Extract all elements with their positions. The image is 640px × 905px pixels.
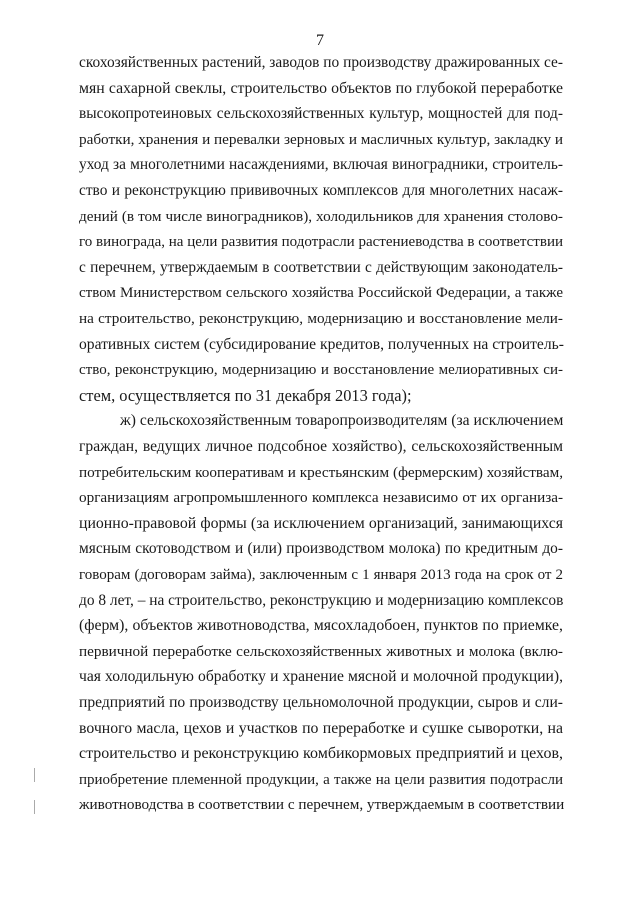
text-line: (ферм), объектов животноводства, мясохладобоен, пунктов по приемке, [79,617,563,635]
text-line: оративных систем (субсидирование кредитов, полученных на строитель- [79,335,564,353]
text-line: работки, хранения и перевалки зерновых и масличных культур, закладку и [79,130,563,148]
text-line: уход за многолетними насаждениями, включая виноградники, строитель- [79,156,563,174]
text-line: ством Министерством сельского хозяйства Российской Федерации, а также [79,285,563,302]
text-line: ство, реконструкцию, модернизацию и восстановление мелиоративных си- [79,362,563,379]
text-line: говорам (договорам займа), заключенным с 1 января 2013 года на срок от 2 [79,567,563,583]
text-line: высокопротеиновых сельскохозяйственных культур, мощностей для под- [79,105,563,123]
text-line: приобретение племенной продукции, а также на цели развития подотрасли [79,771,563,788]
text-line: предприятий по производству цельномолочной продукции, сыров и сли- [79,694,563,711]
text-line: до 8 лет, – на строительство, реконструкцию и модернизацию комплексов [79,591,564,609]
text-line: мясным скотоводством и (или) производством молока) по кредитным до- [79,540,563,558]
text-line: первичной переработке сельскохозяйственных животных и молока (вклю- [79,642,563,660]
text-line: ство и реконструкцию прививочных комплексов для многолетних насаж- [79,182,563,199]
text-line: ж) сельскохозяйственным товаропроизводителям (за исключением [120,412,564,430]
text-line: строительство и реконструкцию комбикормовых предприятий и цехов, [79,745,563,763]
text-line: на строительство, реконструкцию, модернизацию и восстановление мели- [79,310,563,327]
scan-mark [34,800,35,814]
text-line: чая холодильную обработку и хранение мясной и молочной продукции), [79,668,563,686]
text-line: ционно-правовой формы (за исключением организаций, занимающихся [79,514,563,532]
text-line: дений (в том числе виноградников), холодильников для хранения столово- [79,207,563,225]
text-line: скохозяйственных растений, заводов по производству дражированных се- [79,54,563,71]
text-line: вочного масла, цехов и участков по переработке и сушке сыворотки, на [79,719,563,737]
text-line: животноводства в соответствии с перечнем, утверждаемым в соответствии [79,796,565,814]
text-line: организациям агропромышленного комплекса независимо от их организа- [79,489,563,507]
scan-mark [34,768,35,782]
page-number: 7 [316,32,324,49]
text-line: стем, осуществляется по 31 декабря 2013 года); [79,385,412,405]
text-line: мян сахарной свеклы, строительство объектов по глубокой переработке [79,79,563,97]
text-line: потребительским кооперативам и крестьянским (фермерским) хозяйствам, [79,463,563,481]
text-line: граждан, ведущих личное подсобное хозяйство), сельскохозяйственным [79,438,563,455]
text-line: го винограда, на цели развития подотрасли растениеводства в соответствии [79,234,563,251]
text-line: с перечнем, утверждаемым в соответствии с действующим законодатель- [79,258,563,276]
